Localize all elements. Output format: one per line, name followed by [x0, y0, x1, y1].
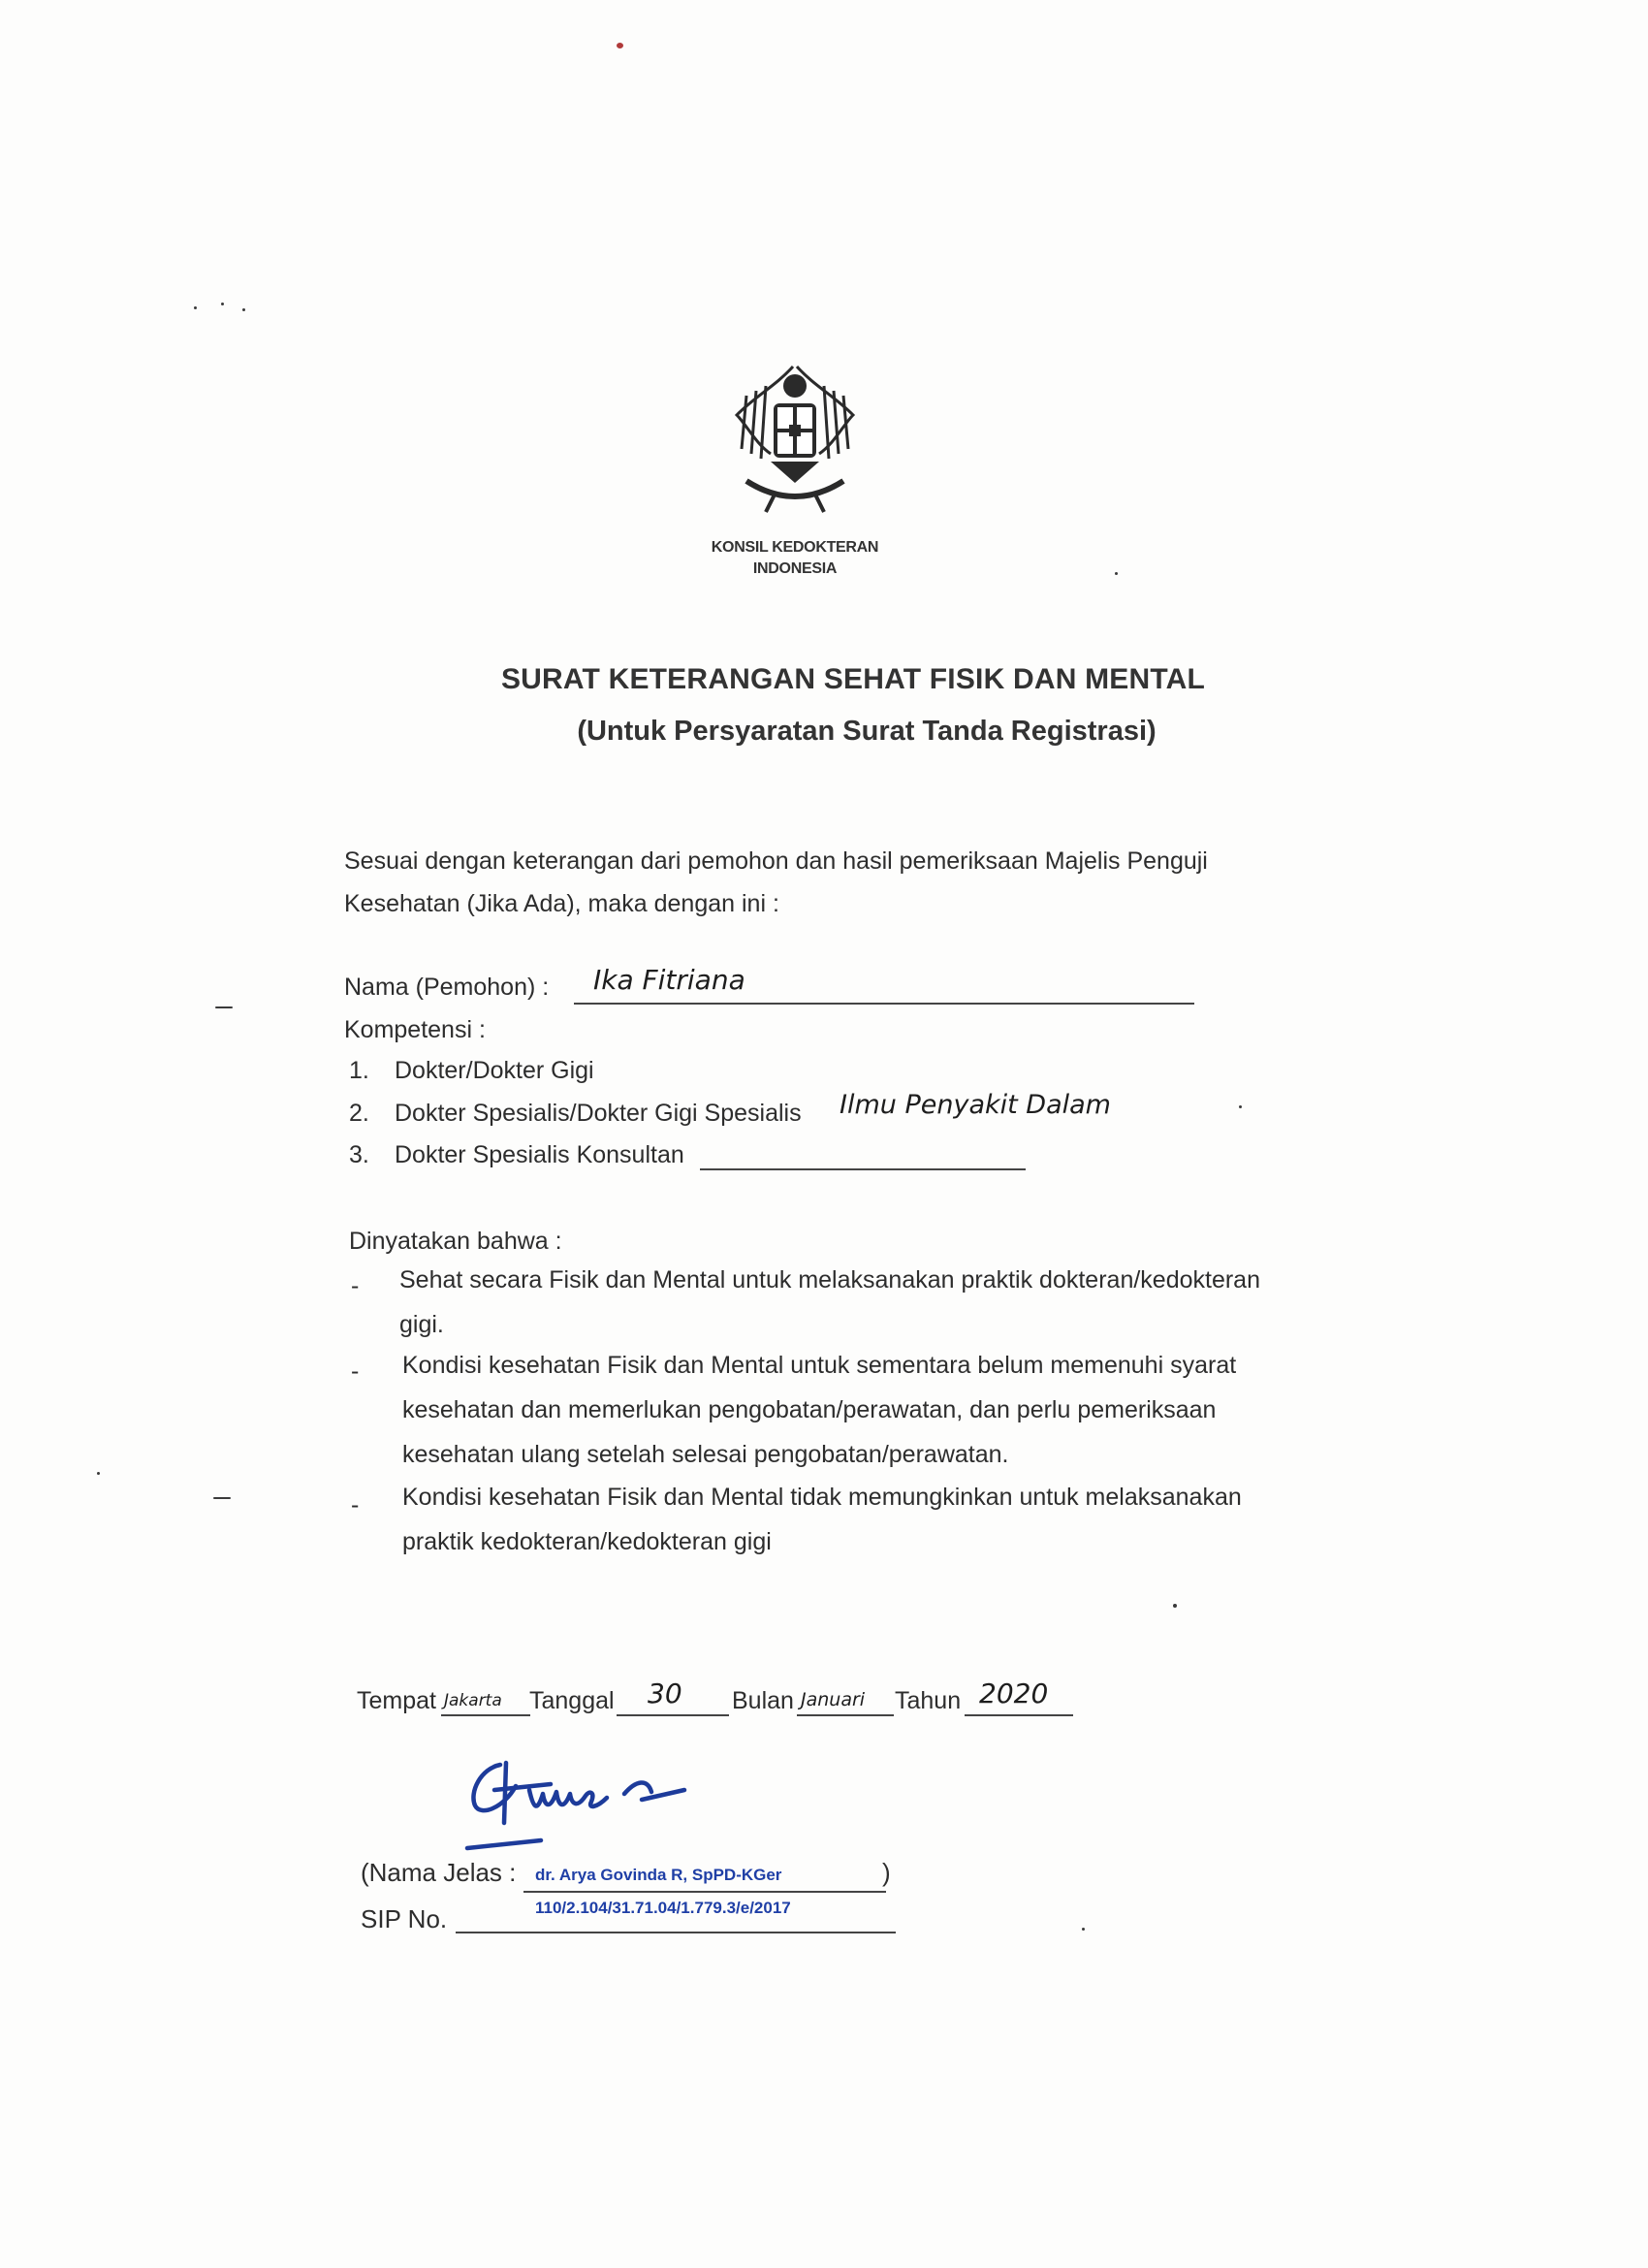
competence-item-1: Dokter/Dokter Gigi	[395, 1057, 594, 1084]
issuer-name-line1: KONSIL KEDOKTERAN	[711, 539, 879, 556]
date-handwritten: 30	[648, 1677, 682, 1709]
place-underline	[441, 1714, 530, 1716]
issuer-name	[659, 537, 931, 580]
competence-num: 1.	[349, 1057, 369, 1084]
scan-speck	[1115, 572, 1118, 575]
year-handwritten: 2020	[979, 1677, 1049, 1709]
scan-speck	[194, 306, 197, 309]
place-label: Tempat	[357, 1687, 436, 1714]
statement-2-line-1: Kondisi kesehatan Fisik dan Mental untuk sementara belum memenuhi syarat	[402, 1352, 1237, 1379]
place-handwritten: Jakarta	[444, 1691, 502, 1710]
garuda-emblem-icon	[717, 357, 872, 522]
applicant-underline	[574, 1003, 1194, 1005]
applicant-label: Nama (Pemohon) :	[344, 974, 550, 1001]
sip-underline	[456, 1932, 896, 1933]
bullet: -	[351, 1358, 360, 1385]
scan-speck	[1082, 1928, 1085, 1931]
document-subtitle: (Untuk Persyaratan Surat Tanda Registrasi)	[577, 716, 1157, 747]
year-underline	[965, 1714, 1073, 1716]
competence-num: 2.	[349, 1100, 369, 1127]
statement-label: Dinyatakan bahwa :	[349, 1228, 562, 1255]
competence-label: Kompetensi :	[344, 1016, 486, 1043]
competence-item-2: Dokter Spesialis/Dokter Gigi Spesialis	[395, 1100, 802, 1127]
sip-number-stamp: 110/2.104/31.71.04/1.779.3/e/2017	[535, 1899, 791, 1917]
scan-speck	[215, 1006, 233, 1008]
consultant-underline	[700, 1168, 1026, 1170]
intro-line-1: Sesuai dengan keterangan dari pemohon dan hasil pemeriksaan Majelis Penguji	[344, 847, 1208, 875]
full-name-close: )	[882, 1858, 891, 1887]
date-underline	[617, 1714, 729, 1716]
intro-line-2: Kesehatan (Jika Ada), maka dengan ini :	[344, 890, 779, 917]
scan-speck	[617, 43, 623, 48]
bullet: -	[351, 1272, 360, 1299]
specialty-handwritten: Ilmu Penyakit Dalam	[840, 1090, 1111, 1120]
year-label: Tahun	[895, 1687, 962, 1714]
scan-speck	[1239, 1105, 1242, 1108]
scan-speck	[221, 303, 224, 305]
month-handwritten: Januari	[801, 1689, 866, 1710]
date-label: Tanggal	[529, 1687, 615, 1714]
full-name-label: (Nama Jelas :	[361, 1858, 517, 1887]
doctor-name-stamp: dr. Arya Govinda R, SpPD-KGer	[535, 1866, 782, 1884]
statement-3-line-1: Kondisi kesehatan Fisik dan Mental tidak memungkinkan untuk melaksanakan	[402, 1484, 1242, 1511]
scan-speck	[242, 308, 245, 311]
sip-label: SIP No.	[361, 1904, 448, 1933]
competence-num: 3.	[349, 1141, 369, 1168]
scan-speck	[213, 1497, 231, 1499]
statement-1-line-1: Sehat secara Fisik dan Mental untuk melaksanakan praktik dokteran/kedokteran	[399, 1266, 1260, 1294]
statement-3-line-2: praktik kedokteran/kedokteran gigi	[402, 1528, 772, 1555]
scan-speck	[97, 1472, 100, 1475]
document-title: SURAT KETERANGAN SEHAT FISIK DAN MENTAL	[500, 663, 1206, 695]
statement-2-line-3: kesehatan ulang setelah selesai pengobatan/perawatan.	[402, 1441, 1009, 1468]
issuer-name-line2: INDONESIA	[752, 560, 838, 577]
month-underline	[797, 1714, 894, 1716]
competence-item-3: Dokter Spesialis Konsultan	[395, 1141, 684, 1168]
statement-1-line-2: gigi.	[399, 1311, 444, 1338]
bullet: -	[351, 1491, 360, 1518]
month-label: Bulan	[732, 1687, 794, 1714]
full-name-underline	[523, 1891, 886, 1893]
signature	[461, 1740, 723, 1856]
statement-2-line-2: kesehatan dan memerlukan pengobatan/perawatan, dan perlu pemeriksaan	[402, 1396, 1217, 1423]
applicant-name-handwritten: Ika Fitriana	[593, 964, 745, 996]
scan-speck	[1173, 1604, 1177, 1608]
